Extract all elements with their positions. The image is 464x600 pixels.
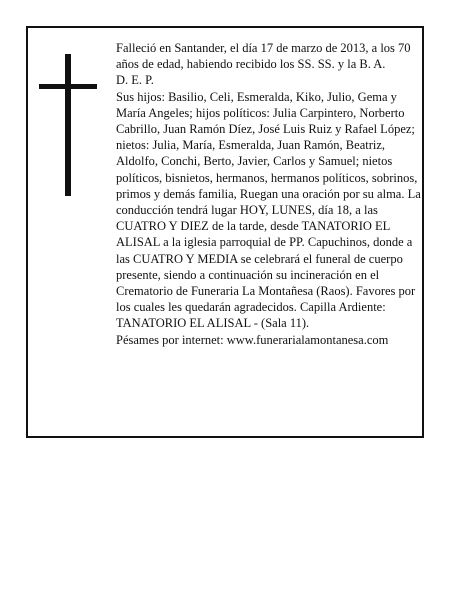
cross-horizontal-bar (39, 84, 97, 89)
obituary-text (116, 40, 422, 348)
obituary-frame (26, 26, 424, 438)
death-announcement: Falleció en Santander, el día 17 de marzo de 2013, a los 70 años de edad, habiendo recibido los SS. SS. y la B. A. (116, 41, 411, 72)
rip-line: D. E. P. (116, 73, 154, 88)
cross-vertical-bar (65, 54, 71, 196)
cross-icon (39, 54, 97, 196)
condolences-website: Pésames por internet: www.funerarialamontanesa.com (116, 332, 389, 347)
family-and-service-details: Sus hijos: Basilio, Celi, Esmeralda, Kiko, Julio, Gema y María Angeles; hijos políticos: Julia Carpintero, Norberto Cabrillo, Juan Ramón Díez, José Luis Ruiz y Rafael López; nietos: Julia, María, Esmeralda, Juan Ramón, Beatriz, Aldolfo, Conchi, Berto, Javier, Carlos y Samuel; nietos políticos, bisnietos, hermanos, hermanos políticos, sobrinos, primos y demás familia, Ruegan una oración por su alma. La conducción tendrá lugar HOY, LUNES, día 18, a las CUATRO Y DIEZ de la tarde, desde TANATORIO EL ALISAL a la iglesia parroquial de PP. Capuchinos, donde a las CUATRO Y MEDIA se celebrará el funeral de cuerpo presente, siendo a continuación su incineración en el Crematorio de Funeraria La Montañesa (Raos). Favores por los cuales les quedarán agradecidos. Capilla Ardiente: TANATORIO EL ALISAL - (Sala 11). (116, 89, 421, 331)
